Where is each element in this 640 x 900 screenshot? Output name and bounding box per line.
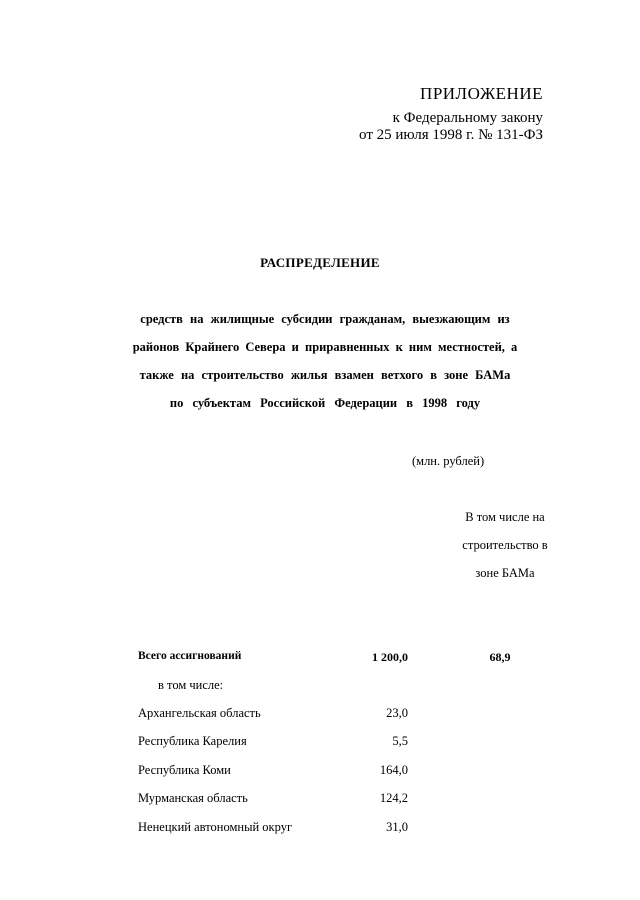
region-name: Архангельская область [138, 706, 261, 720]
document-subtitle-line: средств на жилищные субсидии гражданам, выезжающим из [140, 312, 510, 326]
region-name: Мурманская область [138, 791, 248, 805]
column-header-line: В том числе на [465, 510, 545, 524]
appendix-law-date: от 25 июля 1998 г. № 131-ФЗ [359, 127, 543, 143]
region-value: 124,2 [379, 791, 408, 805]
region-value: 31,0 [386, 820, 408, 834]
region-name: Ненецкий автономный округ [138, 820, 293, 834]
appendix-law-reference: к Федеральному закону [392, 110, 543, 126]
appendix-title: ПРИЛОЖЕНИЕ [420, 84, 543, 103]
region-value: 164,0 [379, 763, 408, 777]
region-name: Республика Карелия [138, 734, 247, 748]
region-value: 23,0 [386, 706, 408, 720]
document-title: РАСПРЕДЕЛЕНИЕ [260, 255, 380, 270]
including-label: в том числе: [158, 678, 224, 692]
total-label: Всего ассигнований [138, 650, 242, 662]
total-bam-value: 68,9 [489, 650, 511, 664]
document-subtitle-line: районов Крайнего Севера и приравненных к ним местностей, а [132, 340, 518, 354]
document-subtitle-line: также на строительство жилья взамен ветхого в зоне БАМа [139, 368, 511, 382]
units-label: (млн. рублей) [412, 454, 485, 468]
column-header-line: зоне БАМа [475, 566, 535, 580]
column-header-line: строительство в [462, 538, 548, 552]
total-value: 1 200,0 [372, 650, 408, 664]
region-name: Республика Коми [138, 763, 231, 777]
document-subtitle-line: по субъектам Российской Федерации в 1998 году [169, 396, 481, 410]
region-value: 5,5 [392, 734, 408, 748]
